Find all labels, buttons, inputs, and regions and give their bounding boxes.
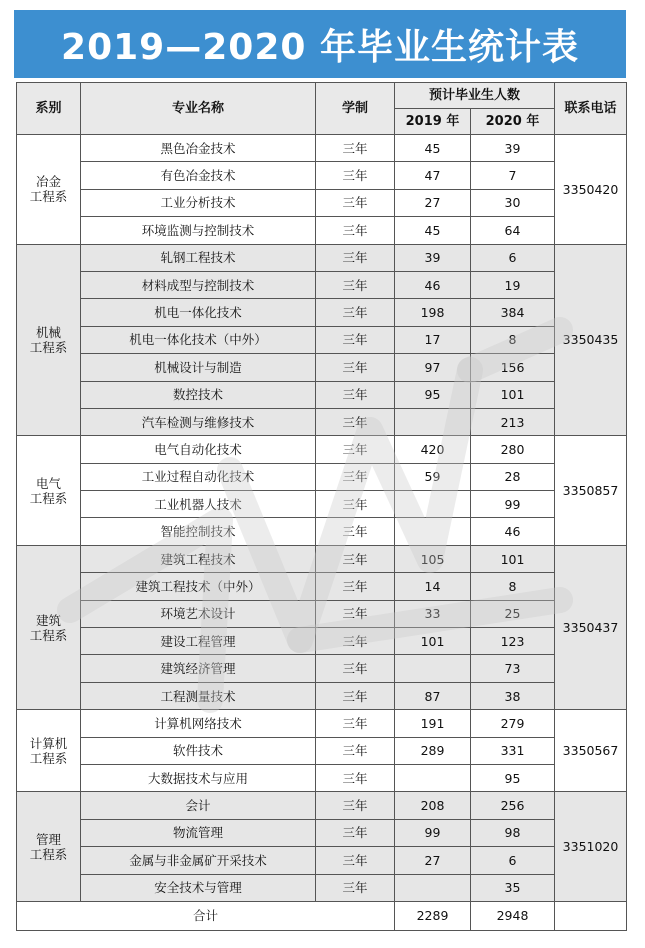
total-phone-empty (555, 901, 627, 930)
count-2020-cell: 35 (471, 874, 555, 901)
phone-cell: 3350437 (555, 545, 627, 709)
major-cell: 工业分析技术 (81, 189, 316, 216)
count-2019-cell: 46 (395, 271, 471, 298)
major-cell: 建筑工程技术（中外） (81, 573, 316, 600)
duration-cell: 三年 (316, 792, 395, 819)
major-cell: 机电一体化技术（中外） (81, 326, 316, 353)
duration-cell: 三年 (316, 819, 395, 846)
major-cell: 机械设计与制造 (81, 354, 316, 381)
major-cell: 物流管理 (81, 819, 316, 846)
table-row (17, 847, 627, 874)
table-row (17, 408, 627, 435)
count-2020-cell: 73 (471, 655, 555, 682)
duration-cell: 三年 (316, 491, 395, 518)
duration-cell: 三年 (316, 244, 395, 271)
count-2019-cell: 101 (395, 628, 471, 655)
table-row (17, 189, 627, 216)
table-row (17, 463, 627, 490)
count-2019-cell: 289 (395, 737, 471, 764)
duration-cell: 三年 (316, 381, 395, 408)
duration-cell: 三年 (316, 874, 395, 901)
count-2020-cell: 384 (471, 299, 555, 326)
header-expected-graduates: 预计毕业生人数 (395, 83, 555, 109)
count-2019-cell: 27 (395, 847, 471, 874)
count-2020-cell: 7 (471, 162, 555, 189)
major-cell: 环境艺术设计 (81, 600, 316, 627)
duration-cell: 三年 (316, 682, 395, 709)
duration-cell: 三年 (316, 847, 395, 874)
table-row (17, 354, 627, 381)
duration-cell: 三年 (316, 217, 395, 244)
count-2019-cell: 47 (395, 162, 471, 189)
phone-cell: 3350420 (555, 135, 627, 245)
duration-cell: 三年 (316, 463, 395, 490)
total-row (17, 901, 627, 930)
count-2020-cell: 123 (471, 628, 555, 655)
count-2020-cell: 38 (471, 682, 555, 709)
major-cell: 软件技术 (81, 737, 316, 764)
count-2020-cell: 256 (471, 792, 555, 819)
table-body (17, 135, 627, 931)
table-row (17, 326, 627, 353)
count-2020-cell: 6 (471, 847, 555, 874)
count-2019-cell: 45 (395, 135, 471, 162)
table-row (17, 271, 627, 298)
count-2019-cell: 420 (395, 436, 471, 463)
major-cell: 材料成型与控制技术 (81, 271, 316, 298)
count-2020-cell: 8 (471, 573, 555, 600)
count-2020-cell: 46 (471, 518, 555, 545)
major-cell: 工业过程自动化技术 (81, 463, 316, 490)
count-2019-cell (395, 518, 471, 545)
major-cell: 环境监测与控制技术 (81, 217, 316, 244)
duration-cell: 三年 (316, 326, 395, 353)
dept-name-cell: 冶金 工程系 (17, 135, 81, 245)
duration-cell: 三年 (316, 162, 395, 189)
count-2019-cell (395, 764, 471, 791)
count-2020-cell: 19 (471, 271, 555, 298)
major-cell: 大数据技术与应用 (81, 764, 316, 791)
table-row (17, 682, 627, 709)
count-2020-cell: 25 (471, 600, 555, 627)
count-2019-cell (395, 491, 471, 518)
table-row (17, 764, 627, 791)
count-2019-cell (395, 655, 471, 682)
major-cell: 汽车检测与维修技术 (81, 408, 316, 435)
graduate-stats-table (16, 82, 627, 931)
table-row (17, 874, 627, 901)
count-2019-cell: 33 (395, 600, 471, 627)
table-row (17, 244, 627, 271)
table-row (17, 217, 627, 244)
major-cell: 工业机器人技术 (81, 491, 316, 518)
count-2020-cell: 98 (471, 819, 555, 846)
phone-cell: 3350567 (555, 710, 627, 792)
duration-cell: 三年 (316, 518, 395, 545)
dept-name-cell: 管理 工程系 (17, 792, 81, 902)
table-row (17, 545, 627, 572)
table-row (17, 655, 627, 682)
table-row (17, 491, 627, 518)
duration-cell: 三年 (316, 408, 395, 435)
table-row (17, 518, 627, 545)
duration-cell: 三年 (316, 573, 395, 600)
duration-cell: 三年 (316, 600, 395, 627)
table-row (17, 162, 627, 189)
table-row (17, 628, 627, 655)
major-cell: 计算机网络技术 (81, 710, 316, 737)
major-cell: 轧钢工程技术 (81, 244, 316, 271)
count-2019-cell (395, 874, 471, 901)
duration-cell: 三年 (316, 764, 395, 791)
table-row (17, 737, 627, 764)
table-row (17, 600, 627, 627)
count-2020-cell: 64 (471, 217, 555, 244)
count-2019-cell: 105 (395, 545, 471, 572)
count-2020-cell: 331 (471, 737, 555, 764)
duration-cell: 三年 (316, 655, 395, 682)
header-row (17, 83, 627, 109)
dept-name-cell: 计算机 工程系 (17, 710, 81, 792)
count-2020-cell: 101 (471, 381, 555, 408)
count-2020-cell: 6 (471, 244, 555, 271)
total-label: 合计 (17, 901, 395, 930)
count-2020-cell: 28 (471, 463, 555, 490)
count-2020-cell: 280 (471, 436, 555, 463)
header-duration: 学制 (316, 83, 395, 135)
duration-cell: 三年 (316, 135, 395, 162)
header-year-2019: 2019 年 (395, 109, 471, 135)
major-cell: 建筑经济管理 (81, 655, 316, 682)
header-year-2020: 2020 年 (471, 109, 555, 135)
major-cell: 黑色冶金技术 (81, 135, 316, 162)
count-2020-cell: 99 (471, 491, 555, 518)
count-2019-cell: 27 (395, 189, 471, 216)
table-row (17, 381, 627, 408)
phone-cell: 3350435 (555, 244, 627, 436)
count-2019-cell: 87 (395, 682, 471, 709)
table-row (17, 436, 627, 463)
count-2019-cell: 45 (395, 217, 471, 244)
major-cell: 有色冶金技术 (81, 162, 316, 189)
count-2019-cell (395, 408, 471, 435)
major-cell: 智能控制技术 (81, 518, 316, 545)
count-2020-cell: 39 (471, 135, 555, 162)
count-2020-cell: 101 (471, 545, 555, 572)
page-title: 2019—2020 年毕业生统计表 (14, 10, 626, 78)
table-row (17, 299, 627, 326)
duration-cell: 三年 (316, 710, 395, 737)
count-2020-cell: 8 (471, 326, 555, 353)
header-major: 专业名称 (81, 83, 316, 135)
phone-cell: 3350857 (555, 436, 627, 546)
count-2019-cell: 17 (395, 326, 471, 353)
count-2020-cell: 213 (471, 408, 555, 435)
duration-cell: 三年 (316, 354, 395, 381)
duration-cell: 三年 (316, 271, 395, 298)
total-2020: 2948 (471, 901, 555, 930)
major-cell: 金属与非金属矿开采技术 (81, 847, 316, 874)
major-cell: 会计 (81, 792, 316, 819)
major-cell: 建筑工程技术 (81, 545, 316, 572)
count-2020-cell: 30 (471, 189, 555, 216)
major-cell: 工程测量技术 (81, 682, 316, 709)
header-phone: 联系电话 (555, 83, 627, 135)
dept-name-cell: 建筑 工程系 (17, 545, 81, 709)
count-2020-cell: 156 (471, 354, 555, 381)
major-cell: 建设工程管理 (81, 628, 316, 655)
count-2019-cell: 97 (395, 354, 471, 381)
count-2020-cell: 279 (471, 710, 555, 737)
count-2019-cell: 95 (395, 381, 471, 408)
phone-cell: 3351020 (555, 792, 627, 902)
duration-cell: 三年 (316, 189, 395, 216)
table-row (17, 792, 627, 819)
dept-name-cell: 机械 工程系 (17, 244, 81, 436)
major-cell: 电气自动化技术 (81, 436, 316, 463)
duration-cell: 三年 (316, 299, 395, 326)
table-row (17, 573, 627, 600)
major-cell: 机电一体化技术 (81, 299, 316, 326)
duration-cell: 三年 (316, 436, 395, 463)
count-2019-cell: 14 (395, 573, 471, 600)
count-2019-cell: 191 (395, 710, 471, 737)
duration-cell: 三年 (316, 737, 395, 764)
total-2019: 2289 (395, 901, 471, 930)
count-2019-cell: 99 (395, 819, 471, 846)
count-2019-cell: 208 (395, 792, 471, 819)
table-row (17, 135, 627, 162)
count-2020-cell: 95 (471, 764, 555, 791)
major-cell: 数控技术 (81, 381, 316, 408)
duration-cell: 三年 (316, 545, 395, 572)
count-2019-cell: 198 (395, 299, 471, 326)
dept-name-cell: 电气 工程系 (17, 436, 81, 546)
duration-cell: 三年 (316, 628, 395, 655)
header-dept: 系别 (17, 83, 81, 135)
table-row (17, 710, 627, 737)
major-cell: 安全技术与管理 (81, 874, 316, 901)
count-2019-cell: 39 (395, 244, 471, 271)
table-row (17, 819, 627, 846)
count-2019-cell: 59 (395, 463, 471, 490)
